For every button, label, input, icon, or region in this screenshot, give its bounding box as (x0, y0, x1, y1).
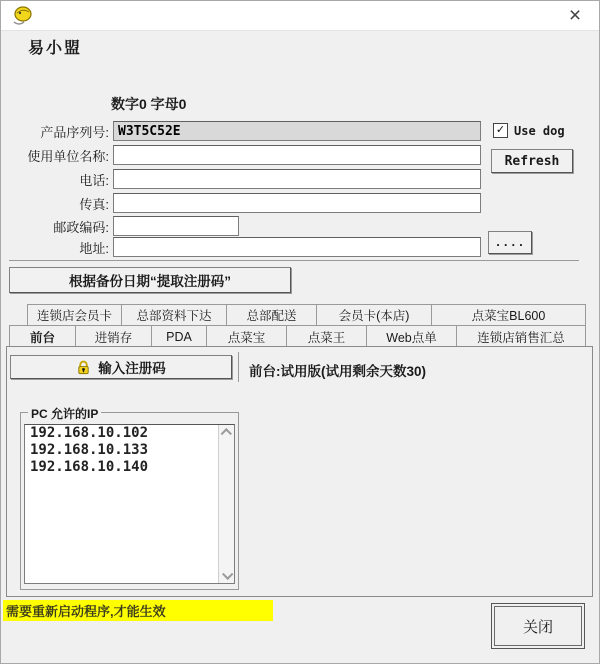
tab-diancaibao[interactable]: 点菜宝 (207, 325, 287, 347)
tab-hq-distribution[interactable]: 总部配送 (227, 304, 317, 325)
tab-row-1 (27, 304, 586, 325)
tab-member-card-local[interactable]: 会员卡(本店) (317, 304, 432, 325)
tab-row-2 (9, 325, 586, 347)
tab-diancaibao-bl600[interactable]: 点菜宝BL600 (432, 304, 586, 325)
tab-inventory[interactable]: 进销存 (76, 325, 152, 347)
use-dog-label: Use dog (514, 123, 565, 138)
ip-list-item[interactable]: 192.168.10.102 (30, 425, 149, 441)
lock-icon (76, 360, 91, 375)
restart-notice: 需要重新启动程序,才能生效 (3, 600, 273, 621)
address-label: 地址: (79, 240, 109, 256)
enter-registration-code-button[interactable] (10, 355, 232, 379)
app-icon (11, 5, 35, 27)
tab-chain-member-card[interactable]: 连锁店会员卡 (27, 304, 122, 325)
divider (238, 352, 239, 382)
ip-list-item[interactable]: 192.168.10.140 (30, 459, 149, 475)
ip-list-item[interactable]: 192.168.10.133 (30, 442, 149, 458)
tab-panel (6, 346, 593, 597)
company-input[interactable] (113, 145, 481, 165)
form-row (1, 121, 483, 141)
zip-input[interactable] (113, 216, 239, 236)
allowed-ip-group-title: PC 允许的IP (28, 405, 101, 422)
tab-pda[interactable]: PDA (152, 325, 207, 347)
titlebar (1, 1, 599, 31)
form-row (1, 237, 483, 257)
form-row (1, 145, 483, 165)
phone-label: 电话: (79, 172, 109, 188)
browse-button[interactable]: .... (488, 231, 532, 254)
scroll-up-icon[interactable] (219, 425, 234, 441)
zip-label: 邮政编码: (53, 219, 109, 235)
enter-registration-code-label: 输入注册码 (98, 361, 166, 376)
trial-status-text: 前台:试用版(试用剩余天数30) (249, 364, 427, 379)
tab-hq-data-download[interactable]: 总部资料下达 (122, 304, 227, 325)
refresh-button[interactable]: Refresh (491, 149, 573, 173)
divider (9, 260, 579, 261)
company-label: 使用单位名称: (27, 148, 109, 164)
tab-diancaiwang[interactable]: 点菜王 (287, 325, 367, 347)
address-input[interactable] (113, 237, 481, 257)
allowed-ip-listbox[interactable] (24, 424, 235, 584)
tab-front-desk[interactable]: 前台 (9, 325, 76, 347)
tab-chain-sales-summary[interactable]: 连锁店销售汇总 (457, 325, 586, 347)
use-dog-checkbox[interactable] (493, 123, 565, 138)
serial-label: 产品序列号: (40, 124, 109, 140)
extract-registration-button[interactable]: 根据备份日期“提取注册码” (9, 267, 291, 293)
listbox-scrollbar[interactable] (218, 425, 234, 583)
scroll-down-icon[interactable] (219, 567, 234, 583)
close-button[interactable]: 关闭 (491, 603, 585, 649)
phone-input[interactable] (113, 169, 481, 189)
form-row (1, 193, 483, 213)
form-row (1, 216, 483, 236)
tab-web-ordering[interactable]: Web点单 (367, 325, 457, 347)
close-icon[interactable]: × (568, 4, 582, 27)
form-row (1, 169, 483, 189)
checkbox-check-icon: ✓ (493, 123, 508, 138)
allowed-ip-groupbox (20, 407, 239, 590)
page-title: 易小盟 (28, 40, 83, 57)
serial-input[interactable] (113, 121, 481, 141)
digit-letter-counters: 数字0 字母0 (111, 96, 187, 112)
fax-input[interactable] (113, 193, 481, 213)
fax-label: 传真: (79, 196, 109, 212)
